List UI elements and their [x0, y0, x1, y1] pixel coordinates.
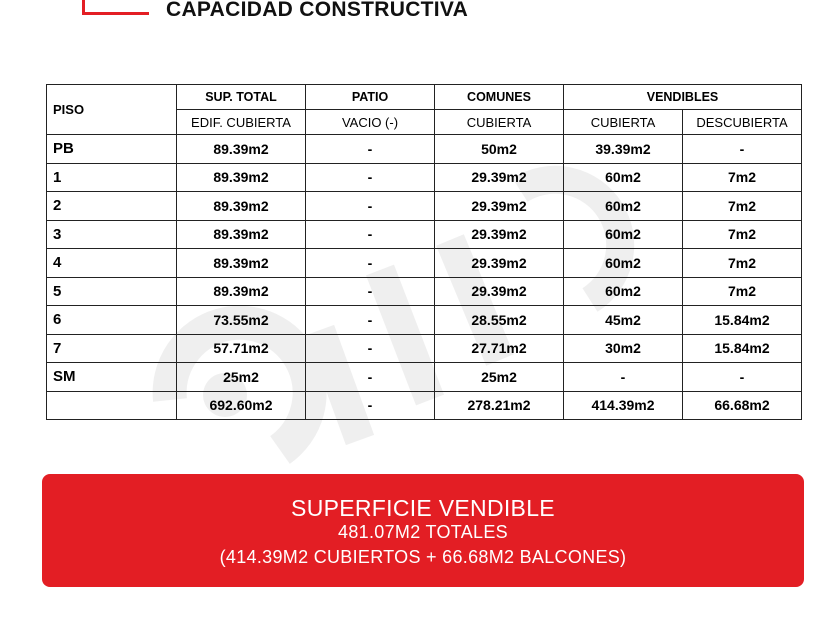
value-cell: 39.39m2: [564, 135, 683, 164]
subheader-edif-cubierta: EDIF. CUBIERTA: [177, 110, 306, 135]
value-cell: 7m2: [683, 220, 802, 249]
value-cell: 7m2: [683, 277, 802, 306]
value-cell: 15.84m2: [683, 306, 802, 335]
subheader-comunes-cubierta: CUBIERTA: [435, 110, 564, 135]
value-cell: 89.39m2: [177, 192, 306, 221]
value-cell: 692.60m2: [177, 391, 306, 420]
header-piso: PISO: [47, 85, 177, 135]
floor-cell: 7: [47, 334, 177, 363]
floor-cell: 5: [47, 277, 177, 306]
value-cell: 89.39m2: [177, 220, 306, 249]
value-cell: 66.68m2: [683, 391, 802, 420]
floor-cell: 1: [47, 163, 177, 192]
header-vendibles: VENDIBLES: [564, 85, 802, 110]
value-cell: 27.71m2: [435, 334, 564, 363]
table-body: [47, 135, 802, 420]
table-row: [47, 277, 802, 306]
table-row: [47, 363, 802, 392]
value-cell: -: [306, 334, 435, 363]
value-cell: 60m2: [564, 277, 683, 306]
value-cell: -: [306, 135, 435, 164]
value-cell: 89.39m2: [177, 163, 306, 192]
value-cell: 89.39m2: [177, 135, 306, 164]
value-cell: 25m2: [435, 363, 564, 392]
value-cell: -: [306, 363, 435, 392]
value-cell: -: [683, 135, 802, 164]
value-cell: -: [306, 163, 435, 192]
value-cell: 29.39m2: [435, 163, 564, 192]
header-sup-total: SUP. TOTAL: [177, 85, 306, 110]
table-row: [47, 135, 802, 164]
banner-total: 481.07M2 TOTALES: [338, 522, 508, 542]
floor-cell: 3: [47, 220, 177, 249]
subheader-vacio: VACIO (-): [306, 110, 435, 135]
value-cell: 50m2: [435, 135, 564, 164]
value-cell: 29.39m2: [435, 192, 564, 221]
value-cell: 7m2: [683, 192, 802, 221]
value-cell: 60m2: [564, 192, 683, 221]
value-cell: -: [306, 391, 435, 420]
value-cell: 28.55m2: [435, 306, 564, 335]
subheader-vendibles-descubierta: DESCUBIERTA: [683, 110, 802, 135]
value-cell: 60m2: [564, 249, 683, 278]
header-comunes: COMUNES: [435, 85, 564, 110]
brand-corner-mark: [82, 0, 149, 15]
value-cell: -: [564, 363, 683, 392]
table-row: [47, 334, 802, 363]
table-row: [47, 192, 802, 221]
value-cell: -: [306, 277, 435, 306]
table-row: [47, 249, 802, 278]
value-cell: -: [306, 192, 435, 221]
banner-breakdown: (414.39M2 CUBIERTOS + 66.68M2 BALCONES): [219, 547, 627, 567]
value-cell: -: [306, 249, 435, 278]
value-cell: -: [306, 306, 435, 335]
floor-cell: [47, 391, 177, 420]
subheader-vendibles-cubierta: CUBIERTA: [564, 110, 683, 135]
floor-cell: SM: [47, 363, 177, 392]
value-cell: 57.71m2: [177, 334, 306, 363]
value-cell: 30m2: [564, 334, 683, 363]
value-cell: 60m2: [564, 163, 683, 192]
value-cell: 15.84m2: [683, 334, 802, 363]
floor-cell: 6: [47, 306, 177, 335]
table-header-row: [47, 85, 802, 110]
value-cell: 414.39m2: [564, 391, 683, 420]
value-cell: -: [683, 363, 802, 392]
value-cell: 278.21m2: [435, 391, 564, 420]
value-cell: 29.39m2: [435, 249, 564, 278]
banner-title: SUPERFICIE VENDIBLE: [291, 495, 555, 521]
value-cell: 7m2: [683, 163, 802, 192]
header-patio: PATIO: [306, 85, 435, 110]
value-cell: 89.39m2: [177, 277, 306, 306]
value-cell: 45m2: [564, 306, 683, 335]
table-row: [47, 220, 802, 249]
capacity-table: [46, 84, 802, 420]
value-cell: 7m2: [683, 249, 802, 278]
page-title: CAPACIDAD CONSTRUCTIVA: [166, 0, 469, 21]
value-cell: 60m2: [564, 220, 683, 249]
value-cell: 73.55m2: [177, 306, 306, 335]
table-row: [47, 306, 802, 335]
sellable-area-banner: [42, 474, 804, 587]
table-row: [47, 163, 802, 192]
floor-cell: 4: [47, 249, 177, 278]
value-cell: 29.39m2: [435, 277, 564, 306]
floor-cell: PB: [47, 135, 177, 164]
value-cell: 25m2: [177, 363, 306, 392]
value-cell: 29.39m2: [435, 220, 564, 249]
value-cell: -: [306, 220, 435, 249]
table-total-row: [47, 391, 802, 420]
floor-cell: 2: [47, 192, 177, 221]
value-cell: 89.39m2: [177, 249, 306, 278]
